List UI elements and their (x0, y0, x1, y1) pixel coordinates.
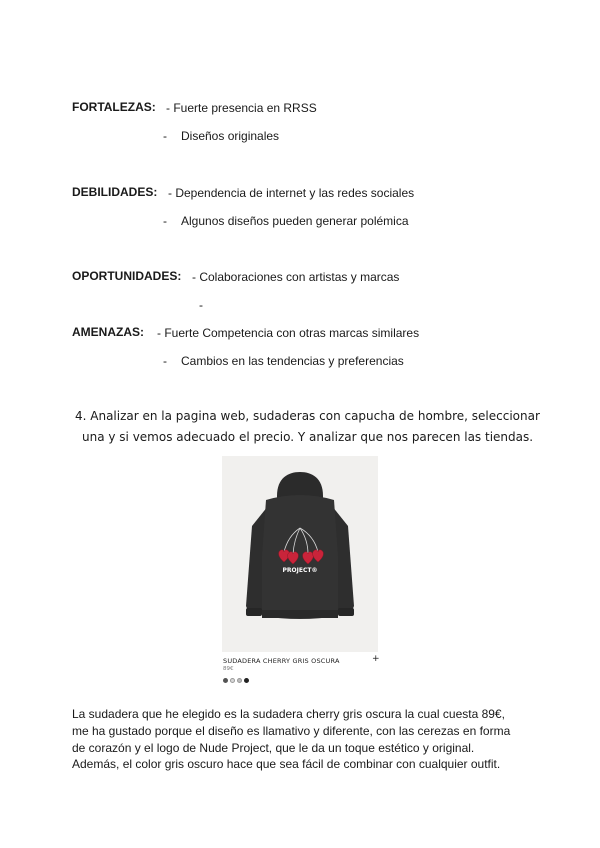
oportunidades-label: OPORTUNIDADES: (72, 269, 182, 283)
hoodie-image (222, 456, 378, 652)
color-swatch[interactable] (244, 678, 249, 683)
amenazas-label: AMENAZAS: (72, 325, 144, 339)
fortalezas-dash: - (163, 129, 167, 143)
product-card[interactable] (222, 456, 380, 686)
amenazas-item-2: Cambios en las tendencias y preferencias (181, 354, 404, 368)
product-price: 89€ (223, 666, 234, 672)
add-to-cart-plus-icon[interactable]: + (372, 654, 380, 664)
debilidades-dash: - (163, 214, 167, 228)
question-line-2: una y si vemos adecuado el precio. Y analizar que nos parecen las tiendas. (82, 430, 534, 444)
debilidades-item-1: - Dependencia de internet y las redes sociales (168, 186, 415, 200)
conclusion-line: de corazón y el logo de Nude Project, que le da un toque estético y original. (72, 740, 475, 755)
product-photo[interactable] (222, 456, 378, 652)
fortalezas-label: FORTALEZAS: (72, 100, 156, 114)
color-swatch[interactable] (223, 678, 228, 683)
conclusion-line: La sudadera que he elegido es la sudadera cherry gris oscura la cual cuesta 89€, (72, 707, 505, 721)
oportunidades-dash: - (199, 298, 203, 312)
color-swatches (223, 678, 249, 683)
debilidades-item-2: Algunos diseños pueden generar polémica (181, 214, 409, 228)
fortalezas-item-1: - Fuerte presencia en RRSS (166, 101, 317, 115)
oportunidades-item-1: - Colaboraciones con artistas y marcas (192, 270, 400, 284)
conclusion-paragraph (72, 706, 542, 773)
product-name[interactable]: SUDADERA CHERRY GRIS OSCURA (223, 657, 340, 665)
color-swatch[interactable] (237, 678, 242, 683)
amenazas-item-1: - Fuerte Competencia con otras marcas similares (157, 326, 420, 340)
conclusion-line: Además, el color gris oscuro hace que sea fácil de combinar con cualquier outfit. (72, 757, 501, 772)
fortalezas-item-2: Diseños originales (181, 129, 280, 143)
debilidades-label: DEBILIDADES: (72, 185, 158, 199)
question-line-1: 4. Analizar en la pagina web, sudaderas con capucha de hombre, seleccionar (75, 409, 540, 423)
amenazas-dash: - (163, 354, 167, 368)
hoodie-logo-text: PROJECT® (282, 567, 318, 574)
conclusion-line: me ha gustado porque el diseño es llamativo y diferente, con las cerezas en forma (72, 723, 511, 738)
color-swatch[interactable] (230, 678, 235, 683)
